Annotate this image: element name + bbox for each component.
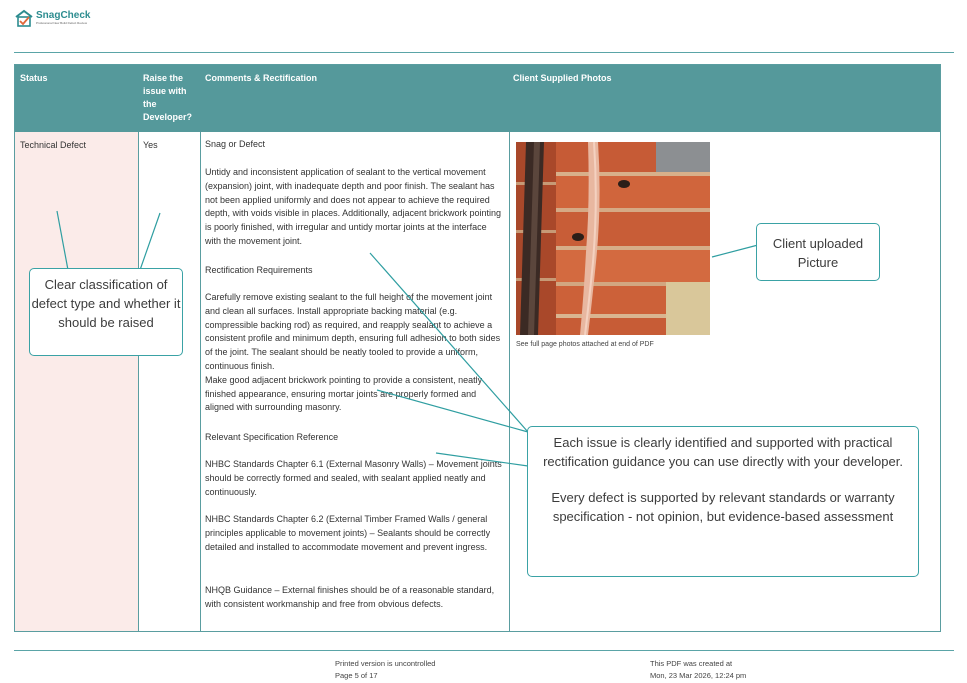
footer-created-at: Mon, 23 Mar 2026, 12:24 pm xyxy=(650,671,747,680)
snag-description: Untidy and inconsistent application of sealant to the vertical movement (expansion) joint, with inadequate depth and poor finish. The sealant has not been applied uniformly and does not appear to achieve the required depth, with voids visible in places. Additionally, adjacent brickwork pointing is poorly finished, with irregular and untidy mortar joints at the interface with the movement joint. xyxy=(205,167,501,246)
status-value: Technical Defect xyxy=(20,140,87,150)
raise-cell xyxy=(139,132,201,631)
header-status: Status xyxy=(20,73,48,83)
spec-nhbc-6-2: NHBC Standards Chapter 6.2 (External Timber Framed Walls / general principles applicable to movement joints) – Sealants should be correctly detailed and installed to accommodate movement and prevent ingress. xyxy=(205,514,491,552)
client-photo[interactable] xyxy=(516,142,710,335)
callout-picture: Client uploaded Picture xyxy=(756,223,880,281)
rectification-description: Carefully remove existing sealant to the full height of the movement joint and clean all surfaces. Install appropriate backing material (e.g. compressible backing rod) as required, and reapply sealant to achieve a consistent profile and minimum depth, ensuring full adhesion to both sides of the joint. The sealant should be neatly tooled to provide a uniform, continuous finish. Make good adjacent brickwork pointing to provide a consistent, neatly finished appearance, ensuring mortar joints are properly formed and aligned with surrounding masonry. xyxy=(205,292,501,413)
header-photos: Client Supplied Photos xyxy=(513,73,612,83)
spec-nhbc-6-1: NHBC Standards Chapter 6.1 (External Masonry Walls) – Movement joints should be correctly formed and sealed, with sealant applied neatly and continuously. xyxy=(205,459,502,497)
callout-guidance xyxy=(527,426,919,577)
photo-caption: See full page photos attached at end of PDF xyxy=(516,341,654,348)
brand-tagline: Professional New Build Defect Review xyxy=(36,21,88,25)
spec-nhqb: NHQB Guidance – External finishes should be of a reasonable standard, with consistent workmanship and free from obvious defects. xyxy=(205,585,495,609)
brick-joint-photo xyxy=(516,142,710,335)
footer-left xyxy=(335,658,435,682)
callout-guidance-text: Each issue is clearly identified and supported with practical rectification guidance you can use directly with your developer. xyxy=(543,435,903,469)
header-comments: Comments & Rectification xyxy=(205,73,318,83)
rectification-heading: Rectification Requirements xyxy=(205,265,313,275)
footer-uncontrolled: Printed version is uncontrolled xyxy=(335,659,436,668)
footer-created-label: This PDF was created at xyxy=(650,659,733,668)
header-raise: Raise the issue with the Developer? xyxy=(143,73,193,122)
brand-name: SnagCheck xyxy=(36,10,91,21)
status-cell xyxy=(15,132,139,631)
footer-right xyxy=(650,658,746,682)
raise-value: Yes xyxy=(143,140,158,150)
specification-heading: Relevant Specification Reference xyxy=(205,432,339,442)
callout-classification: Clear classification of defect type and whether it should be raised xyxy=(29,268,183,356)
snag-heading: Snag or Defect xyxy=(205,139,266,149)
comments-cell xyxy=(201,132,510,631)
footer-page-number: Page 5 of 17 xyxy=(335,671,378,680)
house-check-icon xyxy=(14,9,34,27)
header-divider xyxy=(14,52,954,53)
table-header xyxy=(15,65,940,132)
footer-divider xyxy=(14,650,954,651)
callout-standards-text: Every defect is supported by relevant standards or warranty specification - not opinion, but evidence-based assessment xyxy=(551,490,895,524)
brand-logo xyxy=(14,8,94,28)
